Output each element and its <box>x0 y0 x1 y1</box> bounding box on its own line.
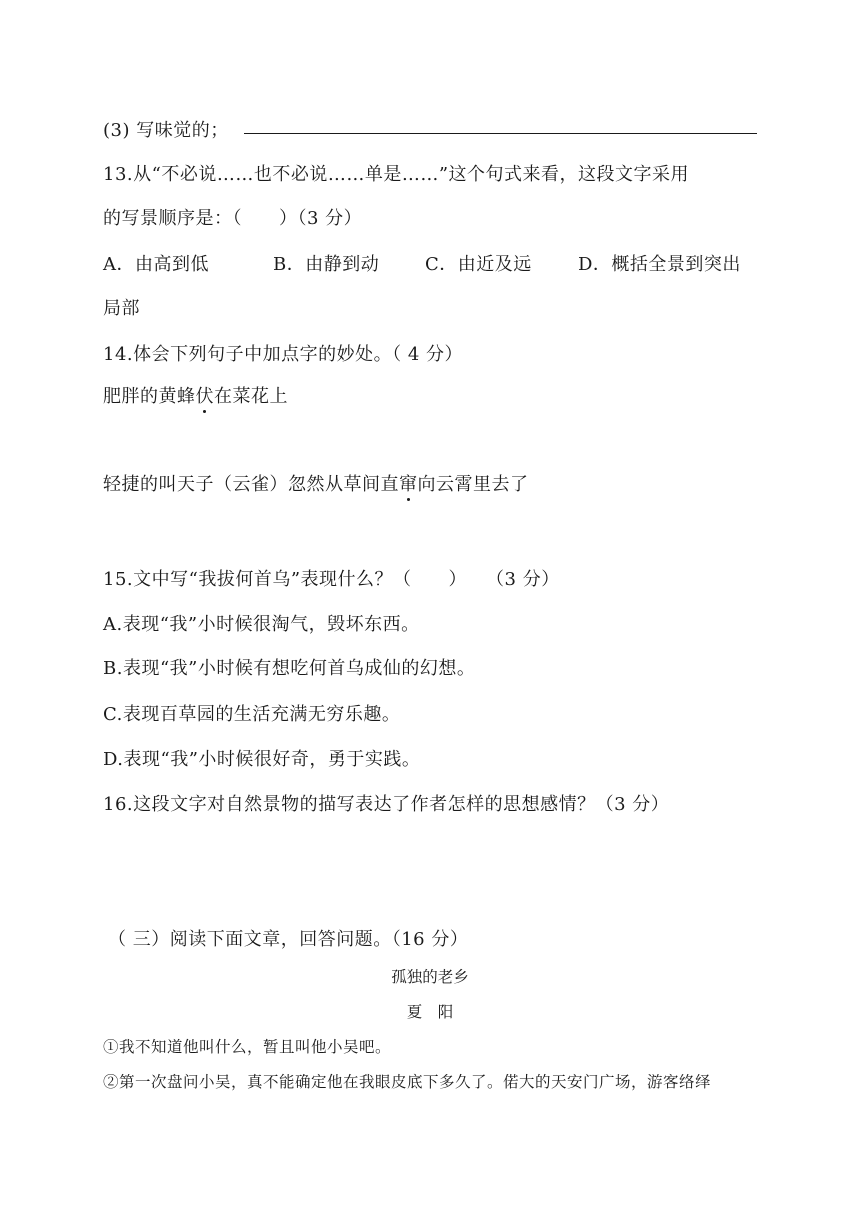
q13-prompt-line1: 13.从“不必说……也不必说……单是……”这个句式来看，这段文字采用 <box>103 164 690 185</box>
q13-prompt-line2: 的写景顺序是：（ ）（3 分） <box>103 208 363 229</box>
q14-prompt: 14.体会下列句子中加点字的妙处。（ 4 分） <box>103 344 464 365</box>
q13-option-a: A．由高到低 <box>103 254 209 275</box>
q14-dotted-char-2: 窜 <box>399 470 418 496</box>
q15-option-a: A.表现“我”小时候很淘气，毁坏东西。 <box>103 614 420 635</box>
article-paragraph-1: ①我不知道他叫什么，暂且叫他小吴吧。 <box>103 1038 392 1056</box>
q14-sentence-2-after: 向云霄里去了 <box>417 474 529 495</box>
q14-sentence-1-after: 在菜花上 <box>214 386 288 407</box>
q14-dotted-char-1: 伏 <box>196 382 215 408</box>
q13-option-d: D．概括全景到突出 <box>578 254 741 275</box>
q15-option-d: D.表现“我”小时候很好奇，勇于实践。 <box>103 749 421 770</box>
q13-option-d-continued: 局部 <box>103 298 140 319</box>
q13-option-b: B．由静到动 <box>273 254 380 275</box>
q15-option-b: B.表现“我”小时候有想吃何首乌成仙的幻想。 <box>103 658 476 679</box>
answer-blank-line <box>244 133 757 134</box>
q13-option-c: C．由近及远 <box>425 254 532 275</box>
article-author: 夏 阳 <box>406 1003 454 1021</box>
q15-option-c: C.表现百草园的生活充满无穷乐趣。 <box>103 704 401 725</box>
q14-sentence-2-before: 轻捷的叫天子（云雀）忽然从草间直 <box>103 474 399 495</box>
q12-item3-label: (3) 写味觉的； <box>103 120 229 141</box>
q16-prompt: 16.这段文字对自然景物的描写表达了作者怎样的思想感情？（3 分） <box>103 794 670 815</box>
q14-sentence-1 <box>103 382 288 408</box>
article-title: 孤独的老乡 <box>391 968 469 986</box>
article-paragraph-2: ②第一次盘问小吴，真不能确定他在我眼皮底下多久了。偌大的天安门广场，游客络绎 <box>103 1073 712 1091</box>
q14-sentence-2 <box>103 470 529 496</box>
q14-sentence-1-before: 肥胖的黄蜂 <box>103 386 196 407</box>
q15-prompt: 15.文中写“我拔何首乌”表现什么？（ ） （3 分） <box>103 569 560 590</box>
section3-heading: （ 三）阅读下面文章，回答问题。（16 分） <box>108 929 469 950</box>
